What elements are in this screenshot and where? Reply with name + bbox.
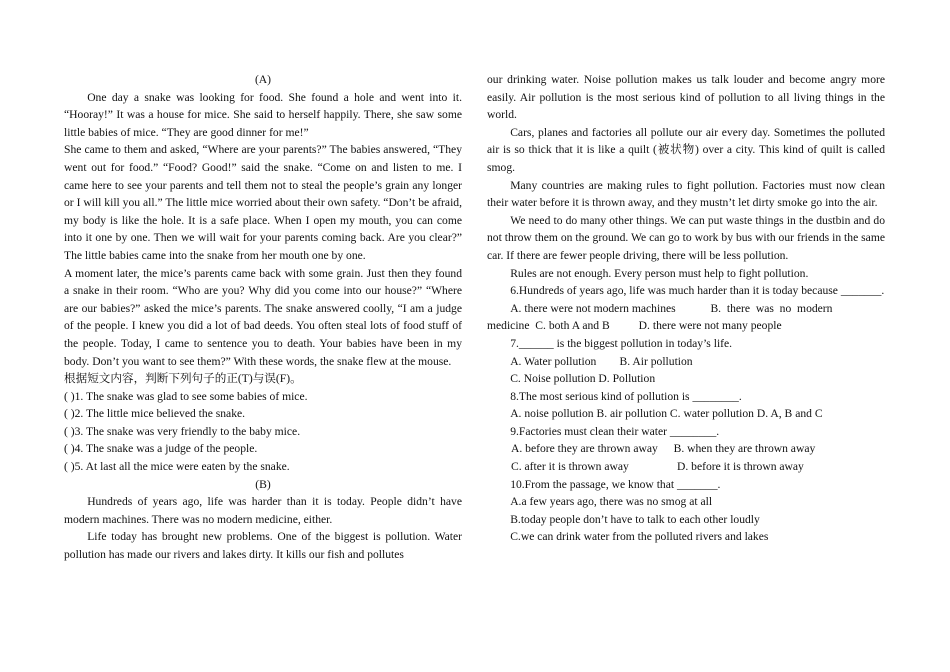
passage-b-heading: (B) xyxy=(255,477,271,491)
passage-a-heading: (A) xyxy=(254,73,272,86)
passage-a-paragraph: She came to them and asked, “Where are your parents?” The babies answered, “They went out for food.” “Food? Good!” said the snake. “Come on and listen to me. I came here to see your parents and tell them not to steal the people’s grain any longer or I will kill you all.” The little mice worried about their own safety. “Don’t be afraid, my body is like the hole. It is a safe place. When I open my mouth, you can come into it one by one. Then we will wait for your parents coming back. Are you clear?” The little babies came into the snake from her mouth one by one. xyxy=(64,143,462,262)
question-7-stem: 7.______ is the biggest pollution in today’s life. xyxy=(510,336,733,350)
question-9-stem: 9.Factories must clean their water ________. xyxy=(510,424,720,438)
question-9-option-c: C. after it is thrown away xyxy=(511,460,629,474)
passage-b-paragraph: Life today has brought new problems. One of the biggest is pollution. Water pollution has made our rivers and lakes dirty. It kills our fish and pollutes xyxy=(64,530,462,562)
question-8-stem: 8.The most serious kind of pollution is ________. xyxy=(510,389,742,403)
passage-b-paragraph: Rules are not enough. Every person must help to fight pollution. xyxy=(510,266,809,280)
question-10-stem: 10.From the passage, we know that _______. xyxy=(510,477,721,491)
question-9-options-row xyxy=(487,458,885,476)
tf-question: ( )3. The snake was very friendly to the baby mice. xyxy=(64,424,301,438)
tf-question: ( )1. The snake was glad to see some babies of mice. xyxy=(64,389,308,403)
passage-b-paragraph: Hundreds of years ago, life was harder than it is today. People didn’t have modern machines. There was no modern medicine, either. xyxy=(64,495,462,526)
question-8-options: A. noise pollution B. air pollution C. water pollution D. A, B and C xyxy=(510,407,823,421)
question-9-option-d: D. before it is thrown away xyxy=(677,460,804,474)
tf-question: ( )5. At last all the mice were eaten by the snake. xyxy=(64,460,290,474)
passage-b-continued: our drinking water. Noise pollution makes us talk louder and become angry more easily. Air pollution is the most serious kind of pollution to all living things in the world. xyxy=(487,73,885,122)
question-9-options-row xyxy=(487,440,885,458)
question-6-options: A. there were not modern machines B. there was no modern xyxy=(510,301,833,315)
question-10-option-b: B.today people don’t have to talk to each other loudly xyxy=(510,512,760,526)
question-7-options: C. Noise pollution D. Pollution xyxy=(510,372,656,386)
tf-question: ( )4. The snake was a judge of the people. xyxy=(64,442,258,456)
left-column xyxy=(64,71,462,564)
passage-b-paragraph: We need to do many other things. We can put waste things in the dustbin and do not throw them on the ground. We can go to work by bus with our friends in the same car. If there are fewer people driving, there will be less pollution. xyxy=(487,213,885,262)
question-10-option-a: A.a few years ago, there was no smog at all xyxy=(510,495,713,509)
question-10-option-c: C.we can drink water from the polluted rivers and lakes xyxy=(510,530,769,544)
passage-b-paragraph: Cars, planes and factories all pollute our air every day. Sometimes the polluted air is so thick that it is like a quilt (被状物) over a city. This kind of quilt is called smog. xyxy=(487,125,885,174)
question-6-options: medicine C. both A and B D. there were not many people xyxy=(487,319,782,333)
question-9-option-b: B. when they are thrown away xyxy=(673,442,816,456)
tf-instruction: 根据短文内容，判断下列句子的正(T)与误(F)。 xyxy=(64,372,302,386)
question-7-options: A. Water pollution B. Air pollution xyxy=(510,354,693,368)
passage-a-paragraph: A moment later, the mice’s parents came back with some grain. Just then they found a snake in their room. “Who are you? Why did you come into our house?” “Where are our babies?” asked the mice’s parents. The snake answered coolly, “I am a judge of the people. I knew you did a lot of bad deeds. You often steal lots of food stuff of the people. Today, I came to sentence you to death. Your babies have been in my body. Don’t you want to see them?” With these words, the snake flew at the mouse. xyxy=(64,266,462,368)
right-column xyxy=(487,71,885,546)
passage-b-paragraph: Many countries are making rules to fight pollution. Factories must now clean their water before it is thrown away, and they mustn’t let dirty smoke go into the air. xyxy=(487,178,885,210)
tf-question: ( )2. The little mice believed the snake. xyxy=(64,407,246,421)
question-6-stem: 6.Hundreds of years ago, life was much harder than it is today because _______. xyxy=(510,284,885,298)
passage-a-paragraph: One day a snake was looking for food. She found a hole and went into it. “Hooray!” It was a house for mice. She said to herself happily. There, she saw some little babies of mice. “They are good dinner for me!” xyxy=(64,90,462,139)
question-9-option-a: A. before they are thrown away xyxy=(511,442,658,456)
